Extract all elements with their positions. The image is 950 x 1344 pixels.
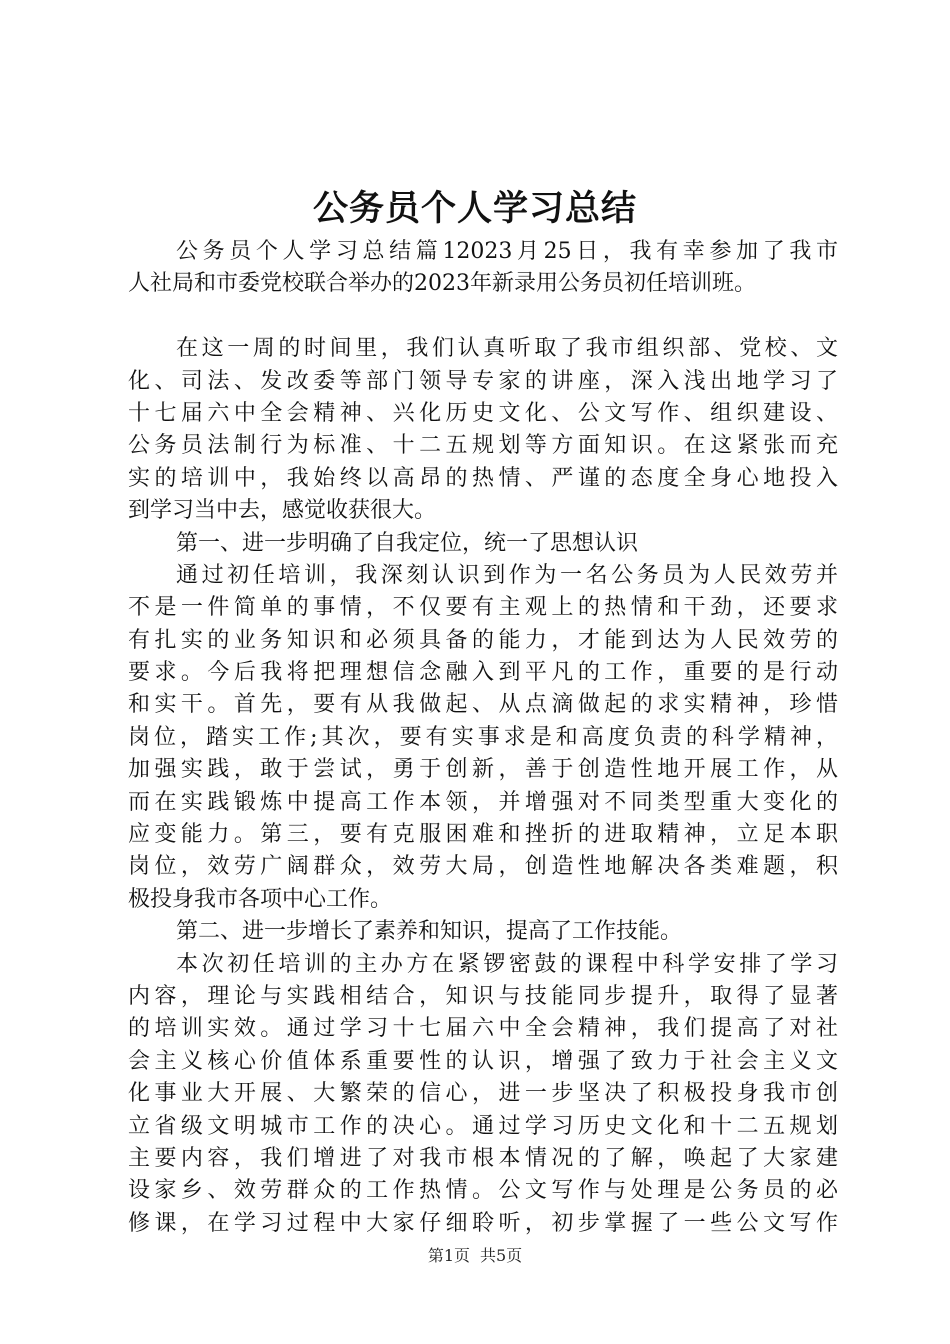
page-number: 第1页 [427,1246,470,1265]
text-line: 主要内容，我们增进了对我市根本情况的了解，唤起了大家建 [128,1145,838,1171]
text-line: 岗位，效劳广阔群众，效劳大局，创造性地解决各类难题，积 [128,854,838,880]
text-line: 化、司法、发改委等部门领导专家的讲座，深入浅出地学习了 [128,368,838,394]
text-line: 岗位，踏实工作;其次，要有实事求是和高度负责的科学精神， [128,724,838,750]
text-line: 极投身我市各项中心工作。 [128,886,393,912]
text-line: 人社局和市委党校联合举办的2023年新录用公务员初任培训班。 [128,271,756,297]
text-line: 应变能力。第三，要有克服困难和挫折的进取精神，立足本职 [128,822,838,848]
document-title: 公务员个人学习总结 [312,188,637,229]
text-line: 公务员个人学习总结篇12023月25日，我有幸参加了我市 [176,239,838,264]
page-total: 共5页 [480,1246,523,1265]
text-line: 而在实践锻炼中提高工作本领，并增强对不同类型重大变化的 [128,789,838,815]
text-line: 到学习当中去，感觉收获很大。 [128,498,437,524]
text-line: 不是一件简单的事情，不仅要有主观上的热情和干劲，还要求 [128,595,838,621]
text-line: 本次初任培训的主办方在紧锣密鼓的课程中科学安排了学习 [176,951,838,977]
text-line: 会主义核心价值体系重要性的认识，增强了致力于社会主义文 [128,1048,838,1074]
text-line: 要求。今后我将把理想信念融入到平凡的工作，重要的是行动 [128,660,838,686]
text-line: 实的培训中，我始终以高昂的热情、严谨的态度全身心地投入 [128,465,838,491]
text-line: 有扎实的业务知识和必须具备的能力，才能到达为人民效劳的 [128,627,838,653]
page-footer [0,1244,950,1268]
paragraph-gap [128,301,838,333]
text-line: 和实干。首先，要有从我做起、从点滴做起的求实精神，珍惜 [128,692,838,718]
section-heading: 第二、进一步增长了素养和知识，提高了工作技能。 [176,919,683,945]
text-line: 化事业大开展、大繁荣的信心，进一步坚决了积极投身我市创 [128,1081,838,1107]
section-heading: 第一、进一步明确了自我定位，统一了思想认识 [176,530,639,556]
text-line: 十七届六中全会精神、兴化历史文化、公文写作、组织建设、 [128,400,838,426]
text-line: 修课，在学习过程中大家仔细聆听，初步掌握了一些公文写作 [128,1210,838,1236]
document-body [128,236,838,1240]
text-line: 设家乡、效劳群众的工作热情。公文写作与处理是公务员的必 [128,1178,838,1204]
text-line: 立省级文明城市工作的决心。通过学习历史文化和十二五规划 [128,1113,838,1139]
text-line: 在这一周的时间里，我们认真听取了我市组织部、党校、文 [176,336,838,362]
text-line: 的培训实效。通过学习十七届六中全会精神，我们提高了对社 [128,1016,838,1042]
text-line: 公务员法制行为标准、十二五规划等方面知识。在这紧张而充 [128,433,838,459]
text-line: 内容，理论与实践相结合，知识与技能同步提升，取得了显著 [128,983,838,1009]
text-line: 通过初任培训，我深刻认识到作为一名公务员为人民效劳并 [176,562,838,588]
text-line: 加强实践，敢于尝试，勇于创新，善于创造性地开展工作，从 [128,757,838,783]
